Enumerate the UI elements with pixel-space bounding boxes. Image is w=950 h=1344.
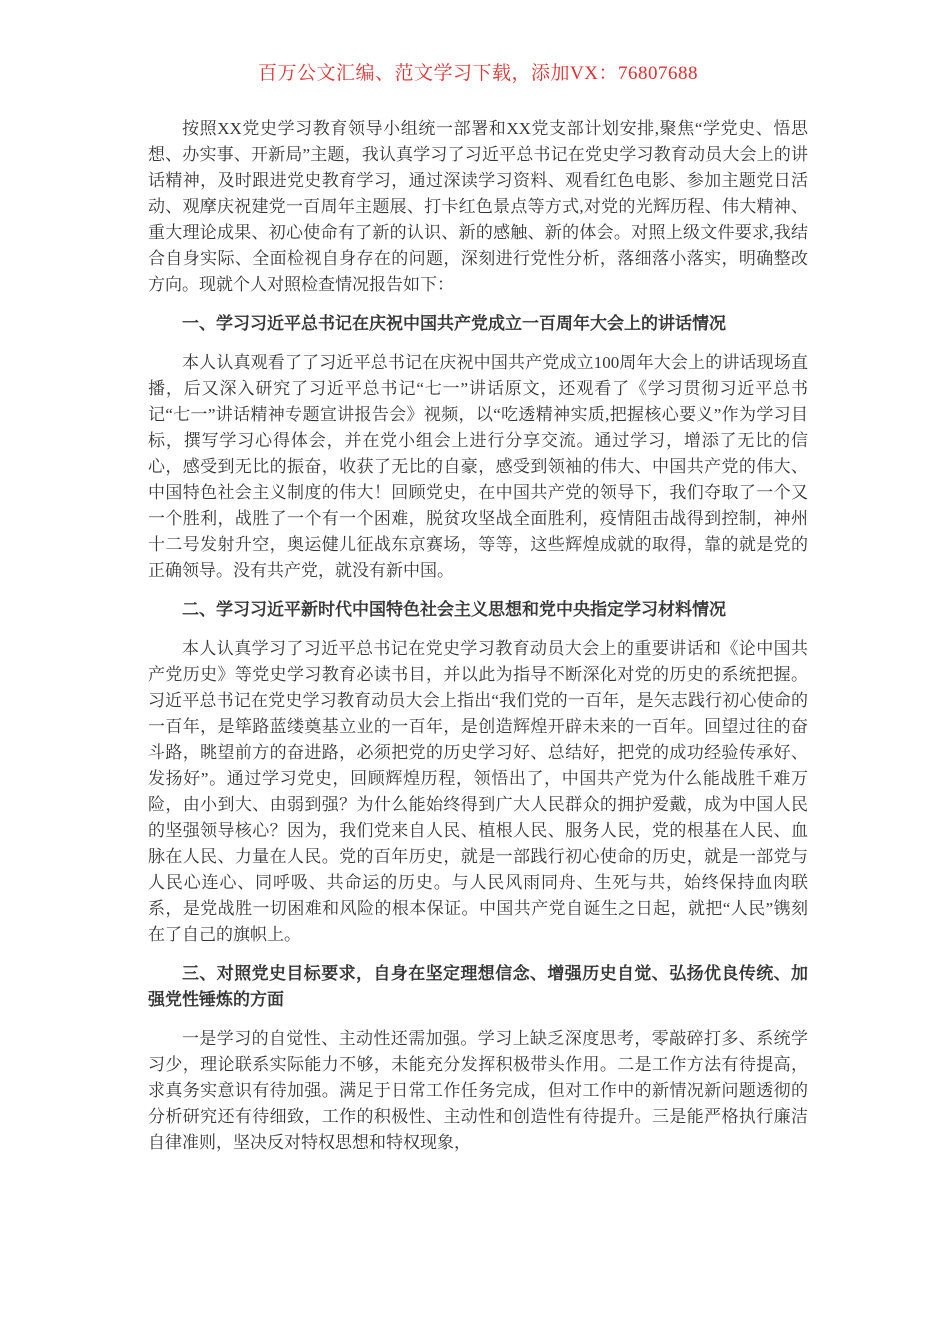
section-3-paragraph: 一是学习的自觉性、主动性还需加强。学习上缺乏深度思考，零敲碎打多、系统学习少，理论联系实际能力不够，未能充分发挥积极带头作用。二是工作方法有待提高，求真务实意识有待加强。满足于日常工作任务完成，但对工作中的新情况新问题透彻的分析研究还有待细致，工作的积极性、主动性和创造性有待提升。三是能严格执行廉洁自律准则，坚决反对特权思想和特权现象， [148,1029,808,1152]
header-notice: 百万公文汇编、范文学习下载，添加VX：76807688 [258,63,698,84]
intro-paragraph: 按照XX党史学习教育领导小组统一部署和XX党支部计划安排,聚焦“学党史、悟思想、办实事、开新局”主题，我认真学习了习近平总书记在党史学习教育动员大会上的讲话精神，及时跟进党史教育学习，通过深读学习资料、观看红色电影、参加主题党日活动、观摩庆祝建党一百周年主题展、打卡红色景点等方式,对党的光辉历程、伟大精神、重大理论成果、初心使命有了新的认识、新的感触、新的体会。对照上级文件要求,我结合自身实际、全面检视自身存在的问题，深刻进行党性分析，落细落小落实，明确整改方向。现就个人对照检查情况报告如下： [148,119,808,294]
section-1-heading: 一、学习习近平总书记在庆祝中国共产党成立一百周年大会上的讲话情况 [182,314,726,333]
section-2-paragraph: 本人认真学习了习近平总书记在党史学习教育动员大会上的重要讲话和《论中国共产党历史》等党史学习教育必读书目，并以此为指导不断深化对党的历史的系统把握。习近平总书记在党史学习教育动员大会上指出“我们党的一百年，是矢志践行初心使命的一百年，是筚路蓝缕奠基立业的一百年，是创造辉煌开辟未来的一百年。回望过往的奋斗路，眺望前方的奋进路，必须把党的历史学习好、总结好，把党的成功经验传承好、发扬好”。通过学习党史，回顾辉煌历程，领悟出了，中国共产党为什么能战胜千难万险，由小到大、由弱到强？为什么能始终得到广大人民群众的拥护爱戴，成为中国人民的坚强领导核心？因为，我们党来自人民、植根人民、服务人民，党的根基在人民、血脉在人民、力量在人民。党的百年历史，就是一部践行初心使命的历史，就是一部党与人民心连心、同呼吸、共命运的历史。与人民风雨同舟、生死与共，始终保持血肉联系，是党战胜一切困难和风险的根本保证。中国共产党自诞生之日起，就把“人民”镌刻在了自己的旗帜上。 [148,639,808,944]
section-3-heading: 三、对照党史目标要求，自身在坚定理想信念、增强历史自觉、弘扬优良传统、加强党性锤炼的方面 [148,964,808,1009]
section-1-paragraph: 本人认真观看了了习近平总书记在庆祝中国共产党成立100周年大会上的讲话现场直播，后又深入研究了习近平总书记“七一”讲话原文，还观看了《学习贯彻习近平总书记“七一”讲话精神专题宣讲报告会》视频，以“吃透精神实质,把握核心要义”作为学习目标，撰写学习心得体会，并在党小组会上进行分享交流。通过学习，增添了无比的信心，感受到无比的振奋，收获了无比的自豪，感受到领袖的伟大、中国共产党的伟大、中国特色社会主义制度的伟大！回顾党史，在中国共产党的领导下，我们夺取了一个又一个胜利，战胜了一个有一个困难，脱贫攻坚战全面胜利，疫情阻击战得到控制，神州十二号发射升空，奥运健儿征战东京赛场，等等，这些辉煌成就的取得，靠的就是党的正确领导。没有共产党，就没有新中国。 [148,353,808,580]
section-2-heading: 二、学习习近平新时代中国特色社会主义思想和党中央指定学习材料情况 [182,600,726,619]
